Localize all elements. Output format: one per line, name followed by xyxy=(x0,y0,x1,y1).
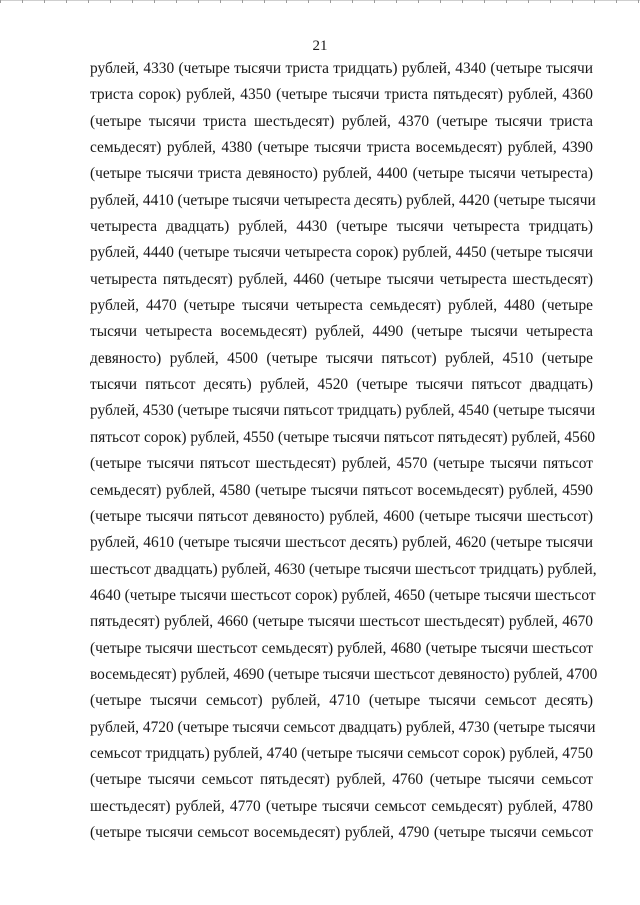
scan-edge-tick xyxy=(220,0,221,3)
scan-edge-tick xyxy=(418,0,419,3)
text-line: рублей, 4410 (четыре тысячи четыреста десять) рублей, 4420 (четыре тысячи xyxy=(90,191,596,209)
scan-edge-tick xyxy=(330,0,331,3)
scan-edge-tick xyxy=(44,0,45,3)
text-line: (четыре тысячи семьсот восемьдесят) рублей, 4790 (четыре тысячи семьсот xyxy=(90,823,593,841)
text-line: (четыре тысячи пятьсот шестьдесят) рублей, 4570 (четыре тысячи пятьсот xyxy=(90,455,593,473)
scan-edge-tick xyxy=(484,0,485,3)
text-line: шестьдесят) рублей, 4770 (четыре тысячи семьсот семьдесят) рублей, 4780 xyxy=(90,797,593,815)
text-line: тысячи четыреста восемьдесят) рублей, 4490 (четыре тысячи четыреста xyxy=(90,323,593,341)
scan-edge-tick xyxy=(440,0,441,3)
scan-edge-tick xyxy=(352,0,353,3)
text-line: восемьдесят) рублей, 4690 (четыре тысячи шестьсот девяносто) рублей, 4700 xyxy=(90,665,598,683)
text-line: четыреста пятьдесят) рублей, 4460 (четыре тысячи четыреста шестьдесят) xyxy=(90,270,593,288)
text-line: семьдесят) рублей, 4580 (четыре тысячи пятьсот восемьдесят) рублей, 4590 xyxy=(90,481,593,499)
text-line: девяносто) рублей, 4500 (четыре тысячи пятьсот) рублей, 4510 (четыре xyxy=(90,349,593,367)
text-line: пятьсот сорок) рублей, 4550 (четыре тысячи пятьсот пятьдесят) рублей, 4560 xyxy=(90,428,596,446)
scan-edge-tick xyxy=(528,0,529,3)
scan-edge-tick xyxy=(66,0,67,3)
text-line: (четыре тысячи семьсот пятьдесят) рублей, 4760 (четыре тысячи семьсот xyxy=(90,771,593,789)
scan-edge-tick xyxy=(88,0,89,3)
scan-edge-tick xyxy=(374,0,375,3)
document-body xyxy=(90,56,598,846)
text-line: рублей, 4330 (четыре тысячи триста тридцать) рублей, 4340 (четыре тысячи xyxy=(90,60,593,77)
text-line: (четыре тысячи пятьсот девяносто) рублей, 4600 (четыре тысячи шестьсот) xyxy=(90,507,593,525)
scan-edge-tick xyxy=(132,0,133,3)
scan-edge-tick xyxy=(264,0,265,3)
text-line: семьсот тридцать) рублей, 4740 (четыре тысячи семьсот сорок) рублей, 4750 xyxy=(90,744,593,762)
text-line: рублей, 4440 (четыре тысячи четыреста сорок) рублей, 4450 (четыре тысячи xyxy=(90,244,593,262)
text-line: 4640 (четыре тысячи шестьсот сорок) рублей, 4650 (четыре тысячи шестьсот xyxy=(90,586,596,604)
text-line: (четыре тысячи триста девяносто) рублей, 4400 (четыре тысячи четыреста) xyxy=(90,165,593,183)
scan-edge-tick xyxy=(506,0,507,3)
scan-edge-tick xyxy=(396,0,397,3)
page-number: 21 xyxy=(312,38,328,54)
text-line: пятьдесят) рублей, 4660 (четыре тысячи шестьсот шестьдесят) рублей, 4670 xyxy=(90,613,593,631)
text-line: рублей, 4470 (четыре тысячи четыреста семьдесят) рублей, 4480 (четыре xyxy=(90,297,593,315)
scan-edge-tick xyxy=(176,0,177,3)
scan-edge-tick xyxy=(286,0,287,3)
scan-edge-tick xyxy=(242,0,243,3)
text-line: четыреста двадцать) рублей, 4430 (четыре тысячи четыреста тридцать) xyxy=(90,218,593,236)
text-line: тысячи пятьсот десять) рублей, 4520 (четыре тысячи пятьсот двадцать) xyxy=(90,376,593,394)
text-line: (четыре тысячи шестьсот семьдесят) рублей, 4680 (четыре тысячи шестьсот xyxy=(90,639,593,657)
scan-edge-tick xyxy=(616,0,617,3)
scan-edge-tick xyxy=(0,0,1,3)
scan-edge-tick xyxy=(550,0,551,3)
scan-edge-tick xyxy=(462,0,463,3)
scan-edge-tick xyxy=(198,0,199,3)
text-line: рублей, 4610 (четыре тысячи шестьсот десять) рублей, 4620 (четыре тысячи xyxy=(90,534,593,552)
text-line: рублей, 4530 (четыре тысячи пятьсот тридцать) рублей, 4540 (четыре тысячи xyxy=(90,402,596,420)
scan-edge-tick xyxy=(308,0,309,3)
scan-edge-tick xyxy=(154,0,155,3)
text-line: (четыре тысячи триста шестьдесят) рублей, 4370 (четыре тысячи триста xyxy=(90,112,593,130)
text-line: рублей, 4720 (четыре тысячи семьсот двадцать) рублей, 4730 (четыре тысячи xyxy=(90,718,596,736)
text-line: (четыре тысячи семьсот) рублей, 4710 (четыре тысячи семьсот десять) xyxy=(90,692,593,710)
scan-edge-tick xyxy=(22,0,23,3)
scan-edge-tick xyxy=(594,0,595,3)
text-line: шестьсот двадцать) рублей, 4630 (четыре тысячи шестьсот тридцать) рублей, xyxy=(90,560,597,578)
scan-edge-tick xyxy=(572,0,573,3)
text-line: семьдесят) рублей, 4380 (четыре тысячи триста восемьдесят) рублей, 4390 xyxy=(90,139,593,157)
text-line: триста сорок) рублей, 4350 (четыре тысячи триста пятьдесят) рублей, 4360 xyxy=(90,86,593,104)
scan-edge-tick xyxy=(638,0,639,3)
scan-edge-tick xyxy=(110,0,111,3)
scan-top-edge xyxy=(0,0,640,5)
